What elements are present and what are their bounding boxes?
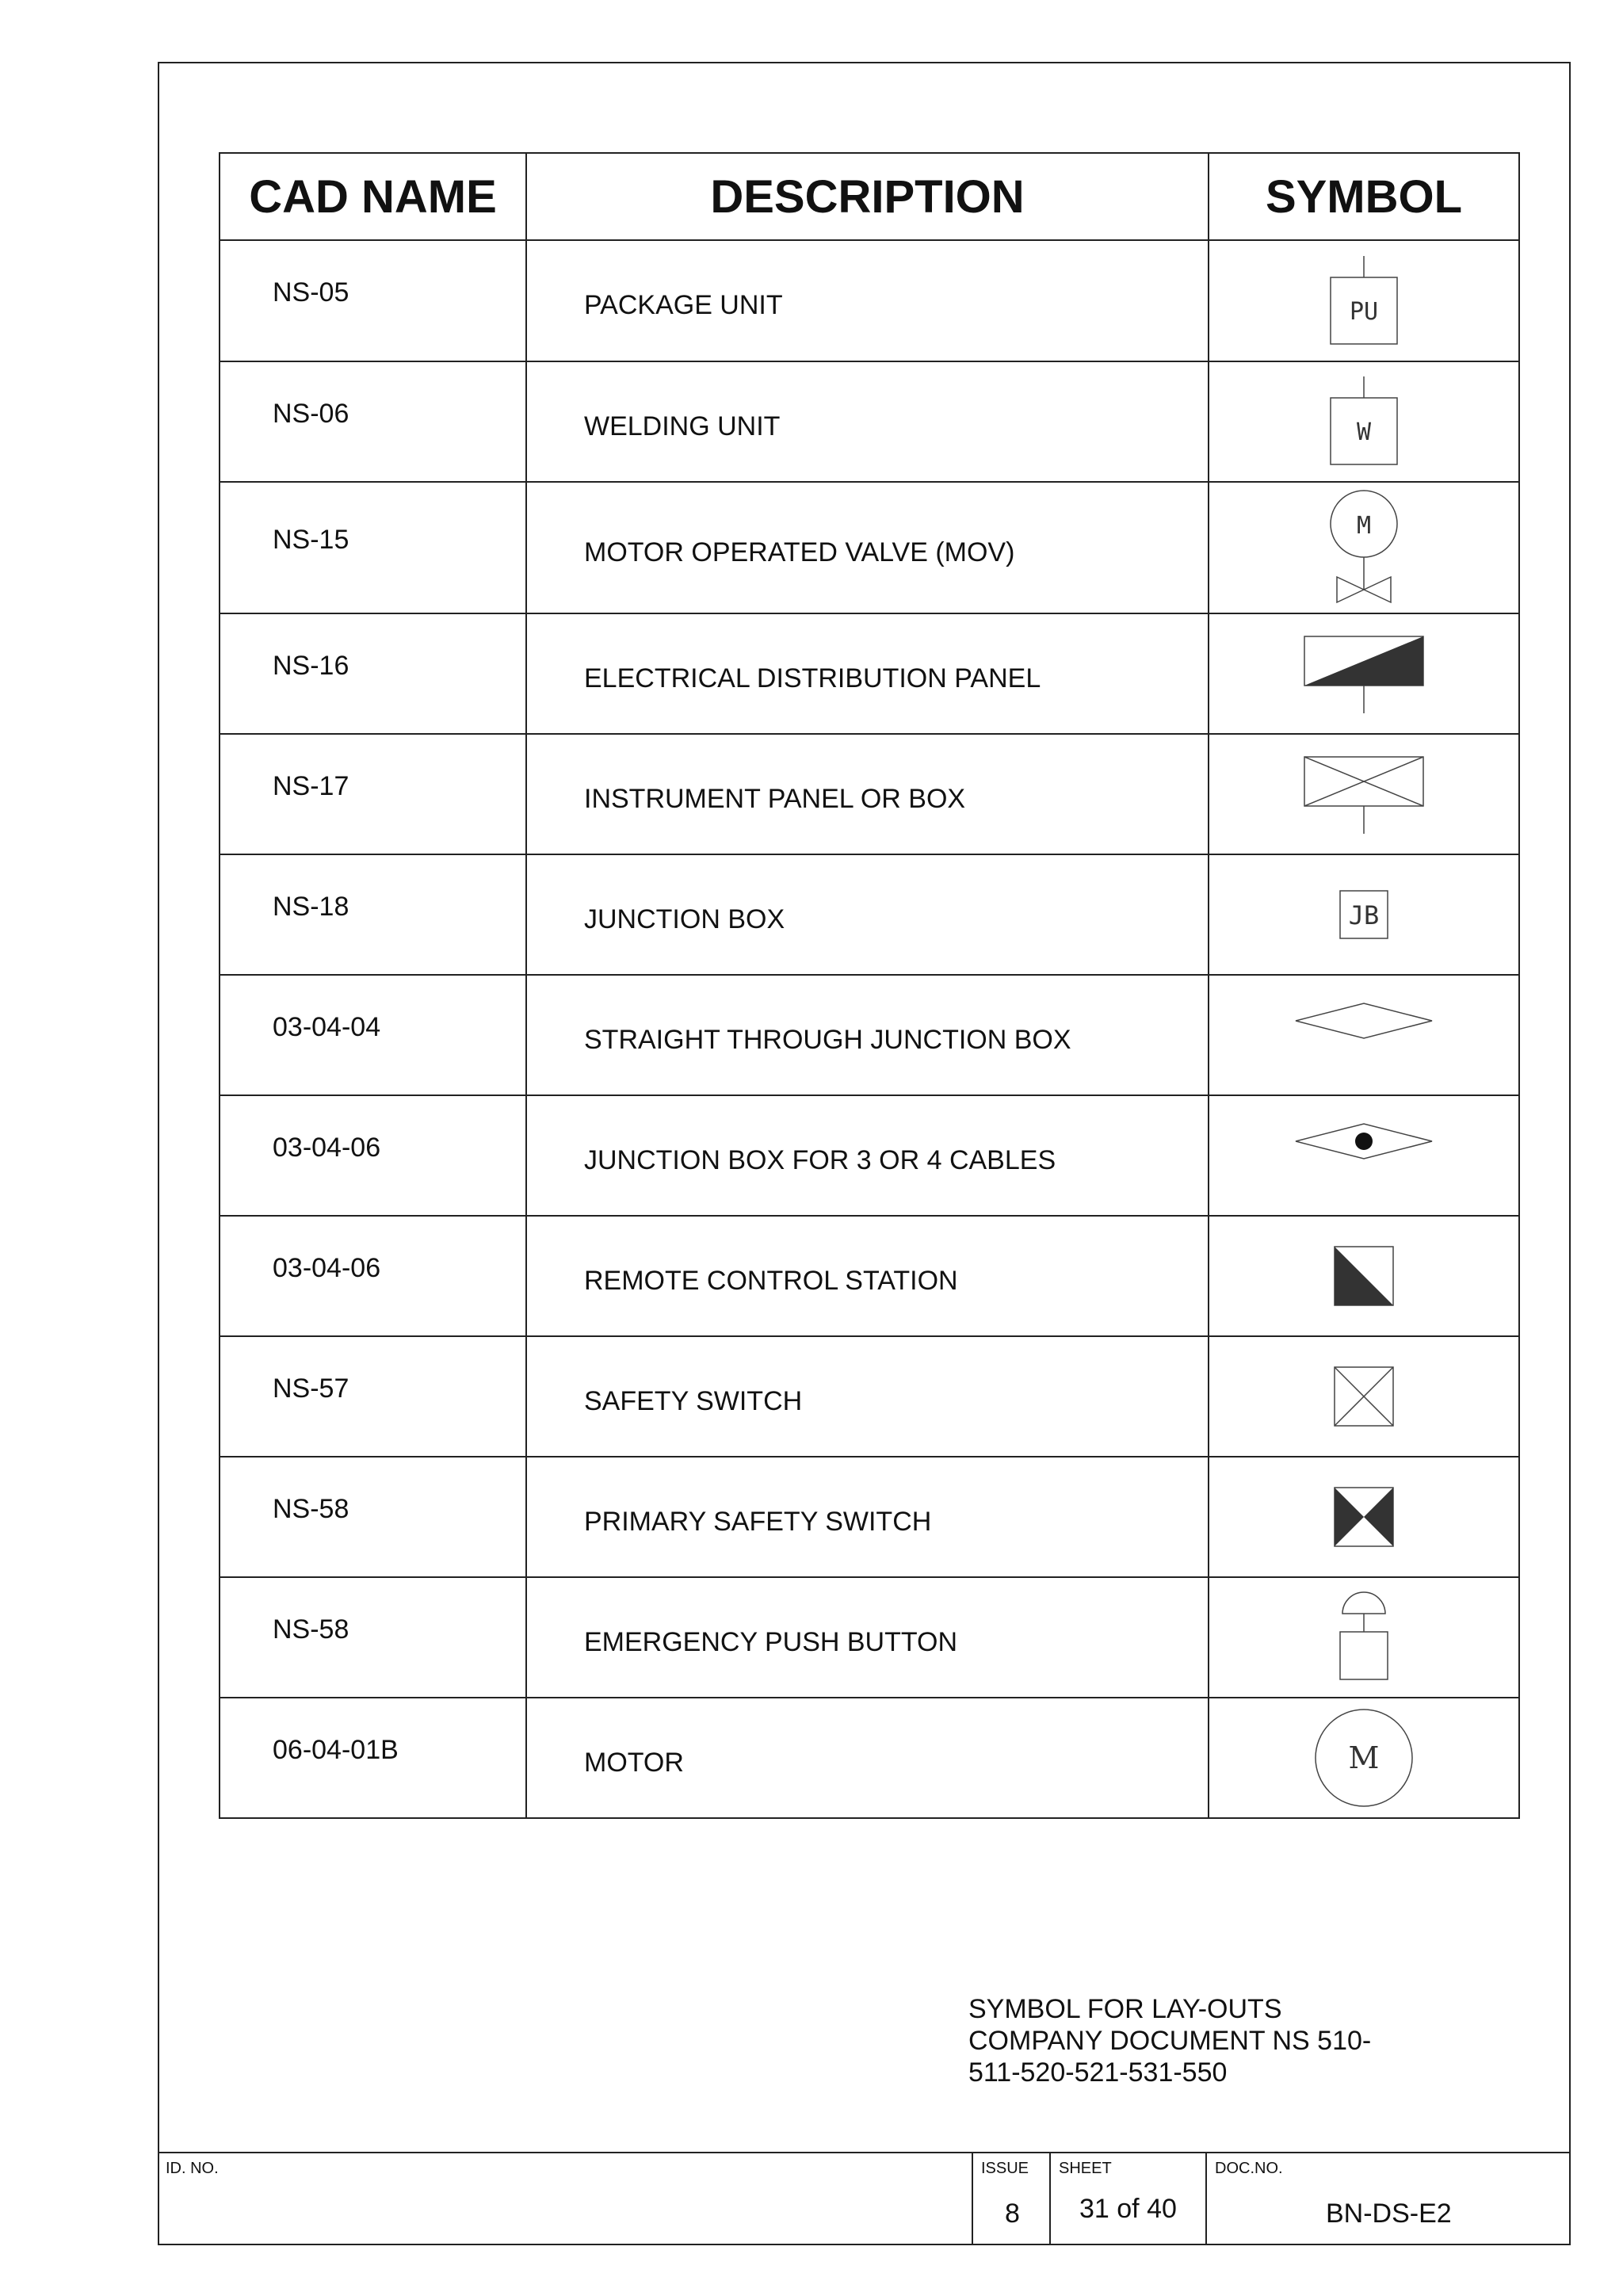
symbol-label: PU xyxy=(1349,297,1379,326)
sheet-value: 31 of 40 xyxy=(1079,2194,1177,2224)
cad-name: NS-58 xyxy=(273,1614,349,1645)
table-row xyxy=(220,1095,1519,1216)
symbol-label: W xyxy=(1356,418,1372,446)
cad-name: 03-04-06 xyxy=(273,1132,381,1163)
multi-cable-junction-box-symbol-icon xyxy=(1293,1120,1435,1191)
primary-safety-switch-symbol-icon xyxy=(1328,1481,1400,1553)
symbol-label: JB xyxy=(1348,900,1380,930)
description: JUNCTION BOX xyxy=(584,904,785,934)
title-line: 511-520-521-531-550 xyxy=(968,2057,1228,2088)
motor-operated-valve-symbol-icon xyxy=(1316,488,1411,607)
header-cad-name: CAD NAME xyxy=(220,153,526,240)
symbol-label: M xyxy=(1348,1740,1380,1775)
cad-name: NS-17 xyxy=(273,770,349,801)
welding-unit-symbol-icon xyxy=(1316,370,1411,473)
header-description: DESCRIPTION xyxy=(526,153,1209,240)
table-row xyxy=(220,1698,1519,1818)
title-line: COMPANY DOCUMENT NS 510- xyxy=(968,2026,1372,2056)
description: JUNCTION BOX FOR 3 OR 4 CABLES xyxy=(584,1144,1056,1175)
cad-name: 06-04-01B xyxy=(273,1734,399,1765)
footer-title-strip xyxy=(158,2152,1571,2245)
table-row xyxy=(220,1577,1519,1698)
issue-value: 8 xyxy=(1005,2199,1020,2229)
description: PRIMARY SAFETY SWITCH xyxy=(584,1506,932,1537)
cad-name: NS-58 xyxy=(273,1493,349,1524)
cad-name: NS-18 xyxy=(273,891,349,922)
table-row xyxy=(220,734,1519,854)
emergency-push-button-symbol-icon xyxy=(1328,1586,1400,1689)
instrument-panel-symbol-icon xyxy=(1300,751,1427,838)
description: REMOTE CONTROL STATION xyxy=(584,1265,958,1296)
cad-name: NS-57 xyxy=(273,1373,349,1404)
description: WELDING UNIT xyxy=(584,411,781,441)
cad-name: NS-06 xyxy=(273,398,349,429)
description: PACKAGE UNIT xyxy=(584,290,783,320)
symbol-table xyxy=(219,152,1520,1819)
table-row xyxy=(220,1216,1519,1336)
junction-box-symbol-icon xyxy=(1332,883,1396,946)
title-line: SYMBOL FOR LAY-OUTS xyxy=(968,1994,1282,2024)
table-row xyxy=(220,240,1519,361)
doc-number: BN-DS-E2 xyxy=(1326,2199,1452,2229)
electrical-distribution-panel-symbol-icon xyxy=(1300,630,1427,717)
description: SAFETY SWITCH xyxy=(584,1385,803,1416)
safety-switch-symbol-icon xyxy=(1328,1361,1400,1432)
description: MOTOR xyxy=(584,1747,684,1778)
description: INSTRUMENT PANEL OR BOX xyxy=(584,783,966,814)
table-row xyxy=(220,613,1519,734)
footer-issue-cell xyxy=(973,2153,1049,2245)
table-row xyxy=(220,1457,1519,1577)
cad-name: 03-04-04 xyxy=(273,1011,381,1042)
id-label: ID. NO. xyxy=(166,2160,219,2177)
table-row xyxy=(220,854,1519,975)
cad-name: NS-16 xyxy=(273,650,349,681)
cad-name: NS-05 xyxy=(273,277,349,308)
table-row xyxy=(220,1336,1519,1457)
footer-doc-cell xyxy=(1207,2153,1569,2245)
header-symbol: SYMBOL xyxy=(1209,153,1519,240)
table-row xyxy=(220,975,1519,1095)
table-row xyxy=(220,361,1519,482)
table-header-row xyxy=(220,153,1519,240)
remote-control-station-symbol-icon xyxy=(1328,1240,1400,1312)
cad-name: 03-04-06 xyxy=(273,1252,381,1283)
package-unit-symbol-icon xyxy=(1316,250,1411,353)
doc-label: DOC.NO. xyxy=(1215,2160,1283,2177)
cad-name: NS-15 xyxy=(273,524,349,555)
table-row xyxy=(220,482,1519,613)
symbol-label: M xyxy=(1356,512,1372,540)
motor-symbol-icon xyxy=(1308,1702,1419,1813)
title-block xyxy=(968,1993,1412,2088)
description: ELECTRICAL DISTRIBUTION PANEL xyxy=(584,663,1041,693)
description: EMERGENCY PUSH BUTTON xyxy=(584,1626,958,1657)
footer-sheet-cell xyxy=(1051,2153,1205,2245)
footer-id-cell xyxy=(158,2153,972,2245)
issue-label: ISSUE xyxy=(981,2160,1029,2177)
straight-through-junction-box-symbol-icon xyxy=(1293,999,1435,1071)
sheet-label: SHEET xyxy=(1059,2160,1112,2177)
description: MOTOR OPERATED VALVE (MOV) xyxy=(584,537,1015,567)
description: STRAIGHT THROUGH JUNCTION BOX xyxy=(584,1024,1071,1055)
